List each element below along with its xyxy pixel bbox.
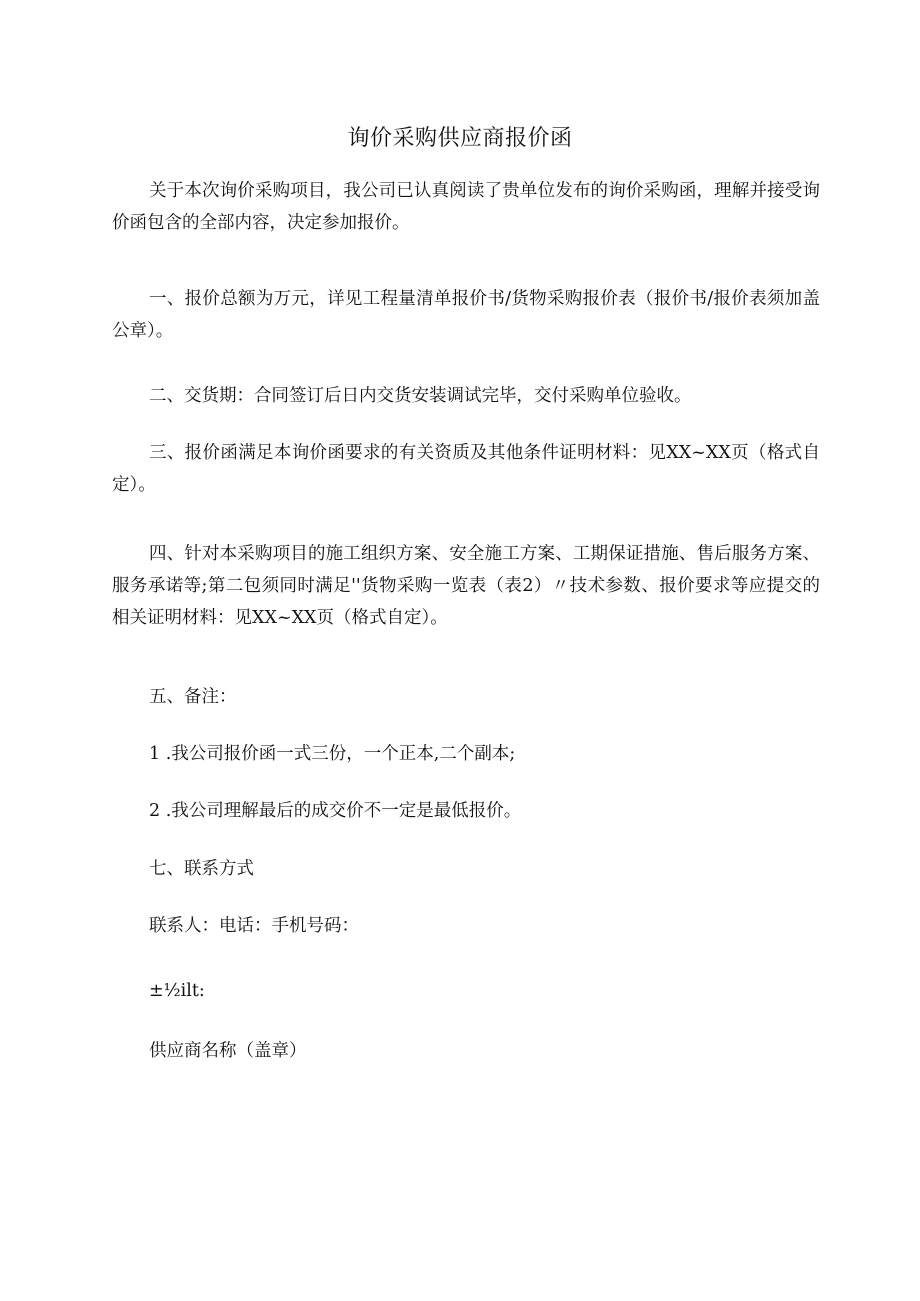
note-2-paragraph: 2 .我公司理解最后的成交价不一定是最低报价。 [149,801,522,821]
garbled-line: ±½ilt: [149,981,205,1001]
item-3-paragraph: 三、报价函满足本询价函要求的有关资质及其他条件证明材料：见XX~XX页（格式自定）。 [112,443,820,495]
item-7-heading: 七、联系方式 [149,859,254,879]
item-1-paragraph: 一、报价总额为万元，详见工程量清单报价书/货物采购报价表（报价书/报价表须加盖公章）。 [112,289,820,341]
item-4-paragraph: 四、针对本采购项目的施工组织方案、安全施工方案、工期保证措施、售后服务方案、服务承诺等;第二包须同时满足''货物采购一览表（表2）〃技术参数、报价要求等应提交的相关证明材料：见XX~XX页（格式自定）。 [112,544,820,628]
intro-paragraph: 关于本次询价采购项目，我公司已认真阅读了贵单位发布的询价采购函，理解并接受询价函包含的全部内容，决定参加报价。 [112,181,820,233]
contact-line: 联系人：电话：手机号码： [149,916,359,936]
document-title: 询价采购供应商报价函 [347,126,573,151]
item-2-paragraph: 二、交货期：合同签订后日内交货安装调试完毕，交付采购单位验收。 [149,386,692,406]
item-5-heading: 五、备注： [149,687,237,707]
note-1-paragraph: 1 .我公司报价函一式三份，一个正本,二个副本; [149,744,516,764]
supplier-name-line: 供应商名称（盖章） [149,1041,307,1061]
